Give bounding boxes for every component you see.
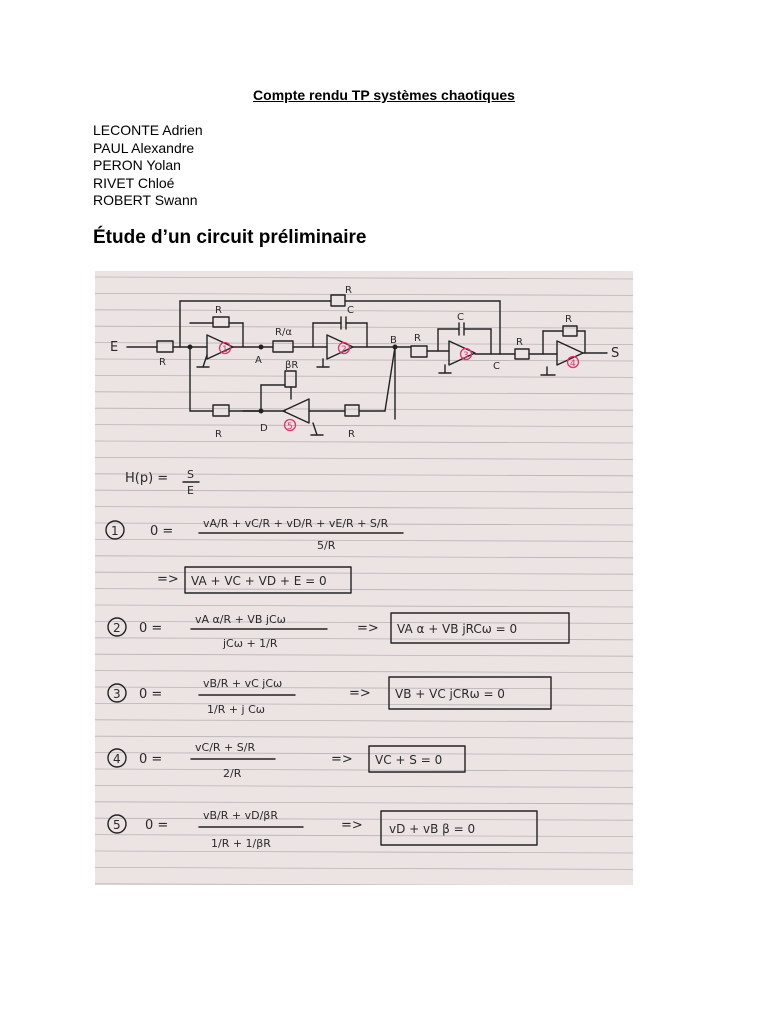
resistor-label: βR xyxy=(285,360,299,371)
equation-4 xyxy=(108,741,465,780)
transfer-numerator: S xyxy=(187,468,194,481)
ruled-line xyxy=(95,359,633,361)
output-label: S xyxy=(611,346,620,361)
implies-arrow: => xyxy=(341,818,363,833)
implies-arrow: => xyxy=(331,752,353,767)
ruled-line xyxy=(95,457,633,459)
ruled-line xyxy=(95,638,633,640)
equation-lhs: 0 = xyxy=(150,524,174,539)
resistor-label: R xyxy=(414,333,421,344)
ruled-line xyxy=(95,277,633,279)
equation-lhs: 0 = xyxy=(139,687,163,702)
opamp-number: 3 xyxy=(463,351,469,361)
equation-numerator: vA α/R + VB jCω xyxy=(195,613,286,626)
opamp-number: 5 xyxy=(287,422,293,432)
ruled-line xyxy=(95,671,633,673)
author-list xyxy=(93,122,203,210)
implies-arrow: => xyxy=(349,686,371,701)
equation-lhs: 0 = xyxy=(145,818,169,833)
ruled-line xyxy=(95,736,633,738)
author-name: ROBERT Swann xyxy=(93,192,198,209)
ruled-line xyxy=(95,654,633,656)
resistor-label: R xyxy=(215,429,222,440)
author-name: PERON Yolan xyxy=(93,157,181,174)
author-name: RIVET Chloé xyxy=(93,174,175,191)
ruled-line xyxy=(95,835,633,837)
equation-denominator: 1/R + 1/βR xyxy=(211,837,271,850)
equation-result: VC + S = 0 xyxy=(375,753,443,767)
ruled-line xyxy=(95,589,633,591)
transfer-function xyxy=(125,468,199,497)
circuit-labels xyxy=(110,285,619,440)
ruled-line xyxy=(95,425,633,427)
equation-result: vD + vB β = 0 xyxy=(389,822,476,836)
resistor-label: R xyxy=(348,429,355,440)
ruled-line xyxy=(95,507,633,509)
equation-lhs: 0 = xyxy=(139,752,163,767)
equation-5 xyxy=(108,809,537,850)
equation-denominator: 2/R xyxy=(223,767,242,780)
document-title: Compte rendu TP systèmes chaotiques xyxy=(253,87,515,103)
node-label: B xyxy=(390,335,397,346)
author-name: LECONTE Adrien xyxy=(93,122,203,138)
ruled-line xyxy=(95,408,633,410)
ruled-line xyxy=(95,539,633,541)
capacitor-label: C xyxy=(347,305,354,316)
implies-arrow: => xyxy=(157,572,179,587)
input-label: E xyxy=(110,340,119,355)
equation-number: 1 xyxy=(111,524,119,538)
equation-number: 2 xyxy=(113,621,121,635)
equation-number: 5 xyxy=(113,818,121,832)
ruled-line xyxy=(95,474,633,476)
ruled-line xyxy=(95,326,633,328)
node-label: C xyxy=(493,361,500,372)
opamp-number-markers xyxy=(220,343,579,433)
ruled-line xyxy=(95,343,633,345)
ruled-line xyxy=(95,556,633,558)
node-label: D xyxy=(260,423,268,434)
resistor-label: R xyxy=(516,337,523,348)
equation-number: 3 xyxy=(113,687,121,701)
resistor-label: R xyxy=(215,305,222,316)
equation-denominator: 5/R xyxy=(317,539,336,552)
ruled-line xyxy=(95,753,633,755)
handwritten-notes-photo xyxy=(95,271,633,885)
ruled-line xyxy=(95,769,633,771)
ruled-line xyxy=(95,720,633,722)
resistor-label: R xyxy=(345,285,352,296)
opamp-number: 2 xyxy=(341,345,347,355)
capacitor-label: C xyxy=(457,312,464,323)
equation-1 xyxy=(106,517,403,593)
equation-numerator: vB/R + vC jCω xyxy=(203,677,283,690)
opamp-number: 1 xyxy=(222,345,228,355)
circuit-schematic xyxy=(127,295,607,435)
equation-denominator: jCω + 1/R xyxy=(223,637,278,650)
implies-arrow: => xyxy=(357,621,379,636)
equation-number: 4 xyxy=(113,752,121,766)
equation-numerator: vB/R + vD/βR xyxy=(203,809,278,822)
ruled-line xyxy=(95,293,633,295)
ruled-line xyxy=(95,818,633,820)
transfer-denominator: E xyxy=(187,484,194,497)
ruled-line xyxy=(95,785,633,787)
author-name: PAUL Alexandre xyxy=(93,139,195,156)
equation-lhs: 0 = xyxy=(139,621,163,636)
ruled-line xyxy=(95,490,633,492)
ruled-line xyxy=(95,392,633,394)
ruled-line xyxy=(95,851,633,853)
resistor-label: R/α xyxy=(275,327,292,338)
ruled-line xyxy=(95,605,633,607)
equation-2 xyxy=(108,613,569,650)
resistor-label: R xyxy=(159,357,166,368)
section-heading: Étude d’un circuit préliminaire xyxy=(93,227,367,248)
equation-result: VA + VC + VD + E = 0 xyxy=(191,574,327,588)
equation-numerator: vA/R + vC/R + vD/R + vE/R + S/R xyxy=(203,517,389,530)
equation-3 xyxy=(108,677,551,716)
opamp-number: 4 xyxy=(570,359,576,369)
ruled-line xyxy=(95,703,633,705)
resistor-label: R xyxy=(565,314,572,325)
node-label: A xyxy=(255,355,262,366)
equation-result: VB + VC jCRω = 0 xyxy=(395,687,505,701)
ruled-line xyxy=(95,441,633,443)
ruled-line xyxy=(95,867,633,869)
ruled-line xyxy=(95,310,633,312)
ruled-line xyxy=(95,802,633,804)
equation-denominator: 1/R + j Cω xyxy=(207,703,266,716)
transfer-lhs: H(p) = xyxy=(125,471,169,486)
equation-numerator: vC/R + S/R xyxy=(195,741,256,754)
equation-result: VA α + VB jRCω = 0 xyxy=(397,622,518,636)
ruled-line xyxy=(95,884,633,885)
